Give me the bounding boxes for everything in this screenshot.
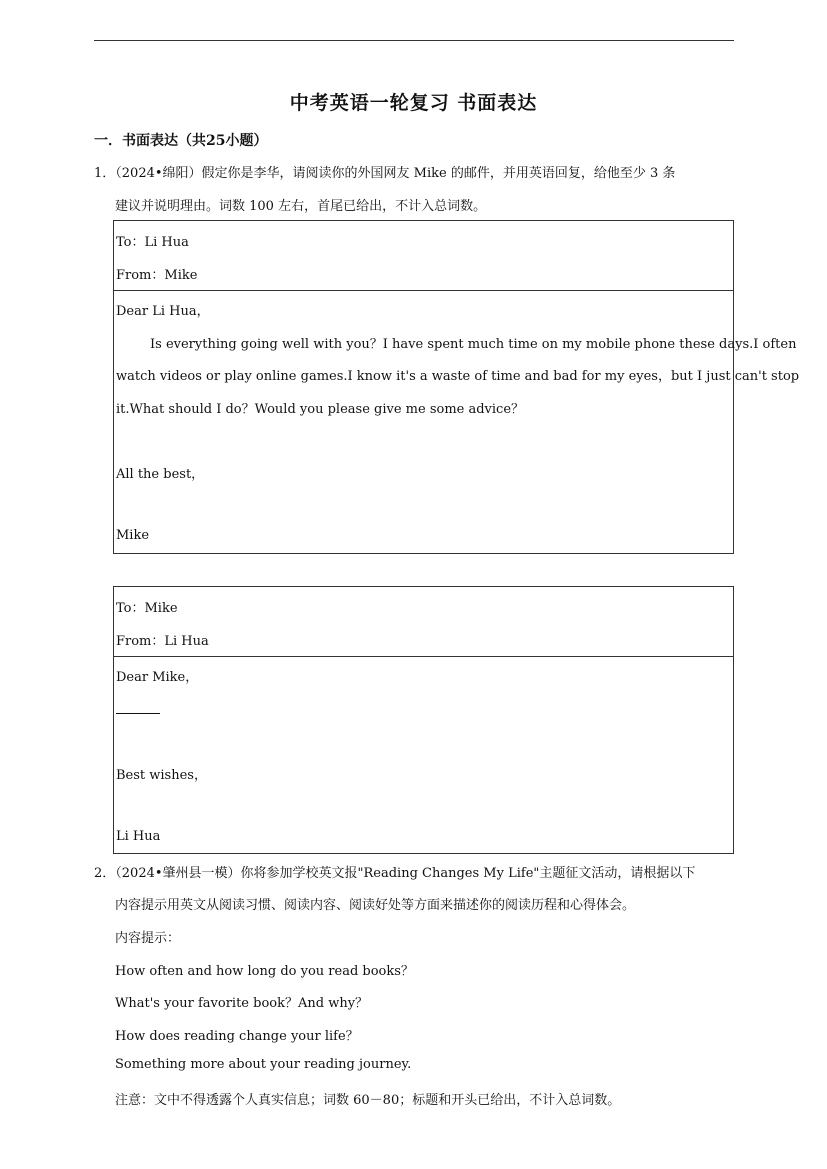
email-from: From：Mike [116,268,198,283]
email-header-divider [114,290,733,291]
email-signature: Mike [116,528,150,543]
question-2-prompt-line-1: 2．（2024•肇州县一模）你将参加学校英文报"Reading Changes My Life"主题征文活动，请根据以下 [94,866,696,881]
question-2-prompt-line-2: 内容提示用英文从阅读习惯、阅读内容、阅读好处等方面来描述你的阅读历程和心得体会。 [115,898,636,913]
email-body-line-2: watch videos or play online games.I know it's a waste of time and bad for my eyes，but I just can't stop [116,369,800,384]
header-rule [94,40,734,41]
incoming-email-box [113,220,800,554]
hint-item: How does reading change your life？ [115,1029,359,1044]
email-body-line-1: Is everything going well with you？I have spent much time on my mobile phone these days.I often [150,337,797,352]
reply-email-box [113,586,734,854]
reply-from: From：Li Hua [116,634,209,649]
email-closing: All the best， [116,467,205,482]
hint-label: 内容提示： [115,931,181,946]
reply-signature: Li Hua [116,829,161,844]
email-greeting: Dear Li Hua， [116,304,210,319]
page-title: 中考英语一轮复习 书面表达 [289,92,538,114]
reply-closing: Best wishes， [116,768,207,783]
hint-item: Something more about your reading journey. [115,1057,412,1072]
answer-blank-line[interactable] [116,713,160,714]
question-1-prompt-line-2: 建议并说明理由。词数 100 左右，首尾已给出，不计入总词数。 [115,199,487,214]
hint-item: How often and how long do you read books？ [115,964,414,979]
reply-header-divider [114,656,733,657]
email-to: To：Li Hua [116,235,189,250]
reply-greeting: Dear Mike， [116,670,199,685]
section-heading: 一．书面表达（共25小题） [94,133,268,149]
reply-to: To：Mike [116,601,178,616]
question-1-prompt-line-1: 1．（2024•绵阳）假定你是李华，请阅读你的外国网友 Mike 的邮件，并用英语回复，给他至少 3 条 [94,166,676,181]
writing-note: 注意：文中不得透露个人真实信息；词数 60－80；标题和开头已给出，不计入总词数。 [115,1093,621,1108]
hint-item: What's your favorite book？And why？ [115,996,369,1011]
email-body-line-3: it.What should I do？Would you please give me some advice？ [116,402,525,417]
